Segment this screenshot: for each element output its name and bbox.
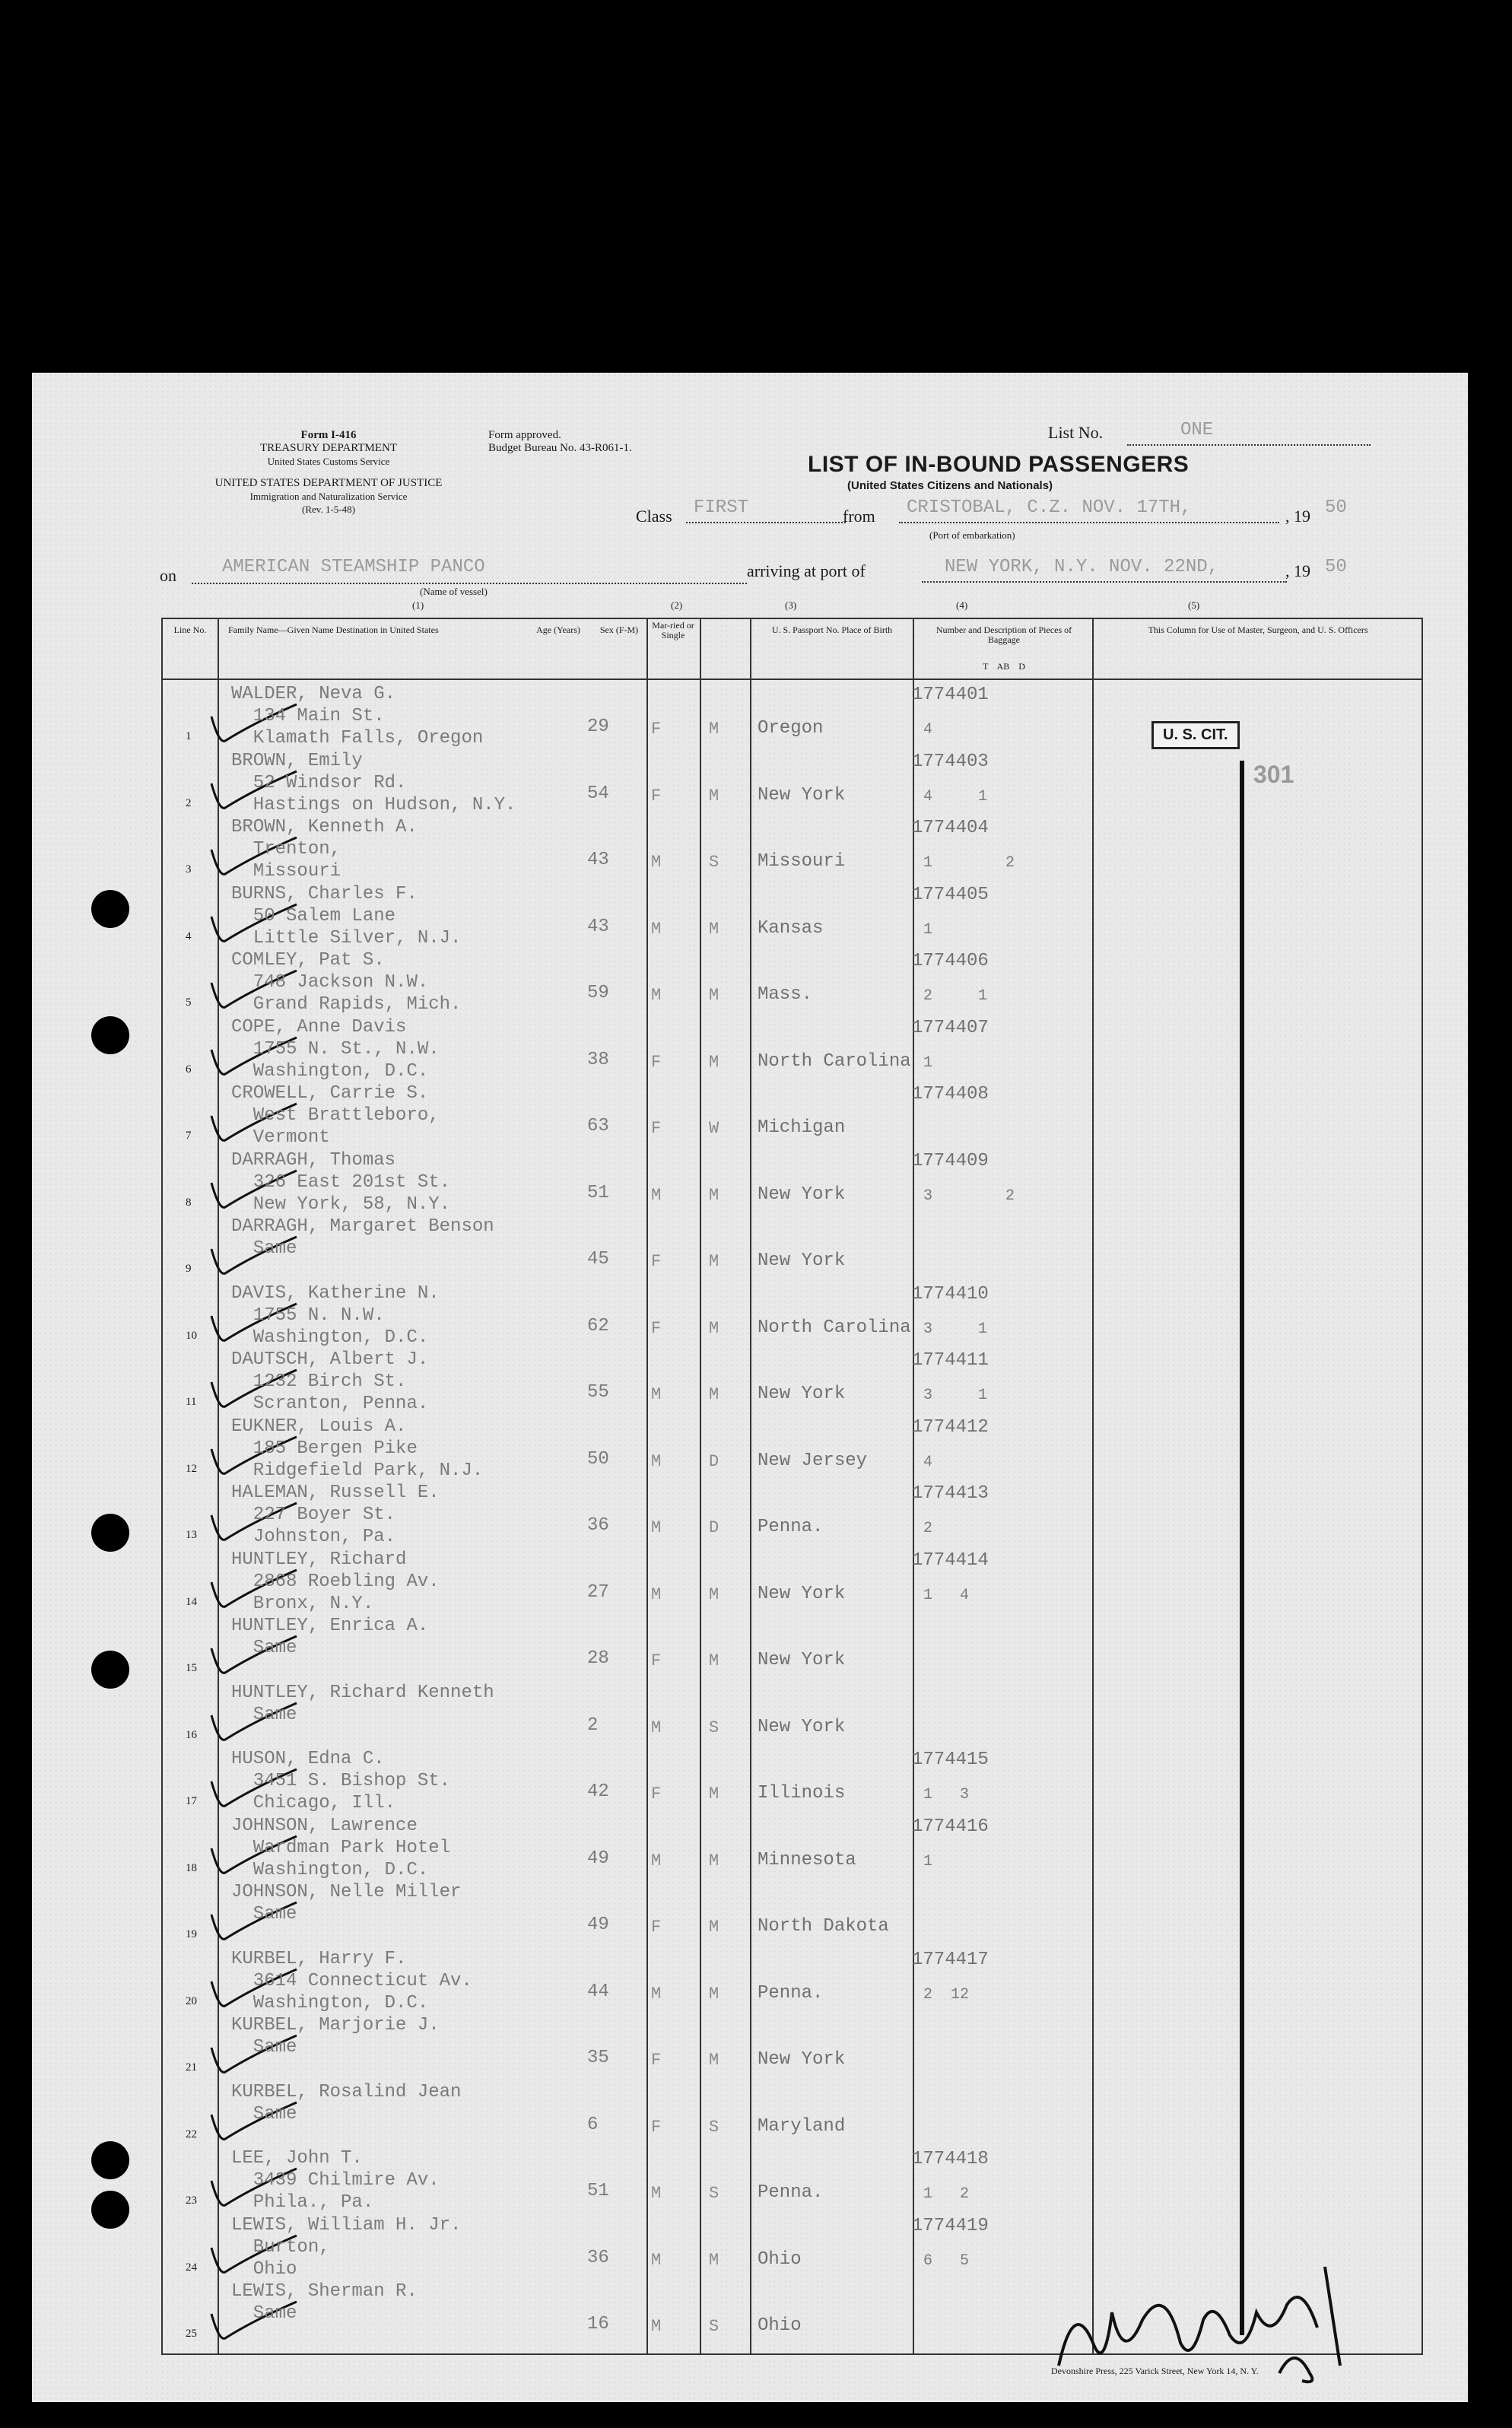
passenger-age: 55 <box>587 1382 609 1403</box>
baggage-count: 1 4 <box>923 1586 970 1604</box>
passenger-sex: M <box>651 1451 662 1471</box>
marital-status: M <box>709 1918 719 1937</box>
passport-number: 1774411 <box>912 1350 989 1371</box>
passenger-age: 49 <box>587 1848 609 1869</box>
passenger-sex: F <box>651 1052 662 1072</box>
line-number: 1 <box>186 730 192 742</box>
line-number: 4 <box>186 930 192 942</box>
passport-number: 1774418 <box>912 2149 989 2169</box>
line-number: 20 <box>186 1994 197 2007</box>
passenger-sex: F <box>651 1918 662 1937</box>
passenger-sex: F <box>651 786 662 806</box>
passport-number: 1774406 <box>912 951 989 971</box>
marital-status: D <box>709 1518 719 1537</box>
passport-number: 1774403 <box>912 751 989 772</box>
table-row <box>163 1947 1421 2013</box>
line-number: 18 <box>186 1861 197 1874</box>
place-of-birth: Illinois <box>758 1783 846 1804</box>
punch-hole <box>91 2191 129 2229</box>
marital-status: S <box>709 2317 719 2336</box>
punch-hole <box>91 1651 129 1689</box>
passenger-sex: F <box>651 720 662 739</box>
on-label: on <box>160 566 176 585</box>
table-row <box>163 882 1421 948</box>
budget-bureau: Budget Bureau No. 43-R061-1. <box>488 442 632 454</box>
customs-service: United States Customs Service <box>267 456 390 467</box>
printer-footer: Devonshire Press, 225 Varick Street, New York 14, N. Y. <box>1051 2366 1259 2376</box>
place-of-birth: New York <box>758 1251 846 1271</box>
place-of-birth: Penna. <box>758 1517 824 1537</box>
place-of-birth: Minnesota <box>758 1849 856 1870</box>
approval-block <box>488 429 716 455</box>
stamp-number: 301 <box>1253 761 1294 788</box>
passenger-age: 29 <box>587 717 609 737</box>
marital-status: M <box>709 919 719 939</box>
passenger-sex: M <box>651 986 662 1005</box>
line-number: 11 <box>186 1396 197 1408</box>
passenger-name: LEWIS, Sherman R. Same <box>231 2281 418 2324</box>
line-number: 2 <box>186 796 192 809</box>
passport-number: 1774410 <box>912 1283 989 1305</box>
table-row <box>163 815 1421 881</box>
table-row <box>163 1214 1421 1280</box>
passenger-name: KURBEL, Marjorie J. Same <box>231 2015 440 2058</box>
passenger-name: COMLEY, Pat S. 748 Jackson N.W. Grand Rapids, Mich. <box>231 950 462 1015</box>
ins-service: Immigration and Naturalization Service <box>249 491 408 502</box>
line-number: 21 <box>186 2061 197 2074</box>
passenger-sex: M <box>651 1718 662 1737</box>
passport-number: 1774413 <box>912 1483 989 1504</box>
marital-status: M <box>709 1651 719 1670</box>
passenger-age: 27 <box>587 1581 609 1603</box>
baggage-count: 1 <box>923 1852 933 1870</box>
passenger-age: 51 <box>587 2181 609 2201</box>
place-of-birth: New York <box>758 1184 846 1205</box>
passenger-sex: F <box>651 2051 662 2070</box>
passenger-sex: F <box>651 1651 662 1670</box>
baggage-count: 3 2 <box>923 1187 1015 1205</box>
passenger-sex: M <box>651 2184 662 2203</box>
table-row <box>163 1880 1421 1946</box>
line-number: 8 <box>186 1196 192 1209</box>
line-number: 10 <box>186 1329 197 1342</box>
marital-status: M <box>709 786 719 806</box>
baggage-count: 1 <box>923 920 933 939</box>
marital-status: M <box>709 2051 719 2070</box>
line-number: 3 <box>186 863 192 876</box>
arriving-label: arriving at port of <box>747 561 866 580</box>
place-of-birth: Michigan <box>758 1117 846 1138</box>
us-citizen-stamp: U. S. CIT. <box>1151 721 1240 749</box>
baggage-count: 1 2 <box>923 854 1015 872</box>
punch-hole <box>91 2141 129 2179</box>
line-number: 15 <box>186 1662 197 1674</box>
marital-status: M <box>709 1318 719 1338</box>
table-row <box>163 1281 1421 1347</box>
passenger-name: DAVIS, Katherine N. 1755 N. N.W. Washington, D.C. <box>231 1282 440 1348</box>
passenger-sex: M <box>651 1851 662 1870</box>
baggage-count: 2 12 <box>923 1985 970 2004</box>
passport-number: 1774404 <box>912 818 989 838</box>
table-row <box>163 2080 1421 2146</box>
place-of-birth: Ohio <box>758 2248 802 2270</box>
line-number: 22 <box>186 2128 197 2140</box>
passenger-name: BURNS, Charles F. 50 Salem Lane Little Silver, N.J. <box>231 883 462 949</box>
col-passport-header: U. S. Passport No. Place of Birth <box>771 624 893 635</box>
place-of-birth: New York <box>758 1384 846 1404</box>
passport-number: 1774401 <box>912 685 989 705</box>
passenger-name: DARRAGH, Thomas 326 East 201st St. New York, 58, N.Y. <box>231 1149 451 1215</box>
from-label: from <box>843 507 875 526</box>
table-row <box>163 1015 1421 1081</box>
passenger-age: 59 <box>587 983 609 1003</box>
passenger-age: 38 <box>587 1049 609 1070</box>
vessel-line <box>192 583 747 584</box>
year-label-1: , 19 <box>1285 507 1310 526</box>
place-of-birth: Oregon <box>758 718 824 739</box>
header-divider <box>163 679 1421 680</box>
marital-status: M <box>709 1784 719 1804</box>
arrival-line <box>922 581 1287 583</box>
passport-number: 1774416 <box>912 1816 989 1837</box>
passenger-sex: F <box>651 2117 662 2137</box>
port-embark-caption: (Port of embarkation) <box>929 529 1015 541</box>
form-title: LIST OF IN-BOUND PASSENGERS <box>808 452 1190 477</box>
col-married-header: Mar-ried or Single <box>652 620 694 640</box>
passenger-sex: M <box>651 919 662 939</box>
passenger-name: LEE, John T. 3439 Chilmire Av. Phila., Pa. <box>231 2148 440 2213</box>
line-number: 19 <box>186 1928 197 1940</box>
passport-number: 1774414 <box>912 1549 989 1571</box>
class-label: Class <box>636 507 672 526</box>
officer-bracket-line <box>1240 761 1244 2335</box>
table-row <box>163 1480 1421 1546</box>
marital-status: M <box>709 720 719 739</box>
line-number: 5 <box>186 996 192 1009</box>
place-of-birth: Mass. <box>758 984 813 1005</box>
place-of-birth: Kansas <box>758 917 824 939</box>
marital-status: M <box>709 1252 719 1271</box>
passenger-age: 28 <box>587 1648 609 1669</box>
line-number: 23 <box>186 2194 197 2207</box>
passenger-name: JOHNSON, Lawrence Wardman Park Hotel Washington, D.C. <box>231 1815 451 1880</box>
baggage-count: 4 1 <box>923 787 988 806</box>
marital-status: S <box>709 853 719 872</box>
col-age-header: Age (Years) <box>536 624 580 635</box>
list-no-value: ONE <box>1180 420 1214 440</box>
passenger-sex: M <box>651 1185 662 1205</box>
place-of-birth: New York <box>758 1716 846 1737</box>
marital-status: S <box>709 2117 719 2137</box>
arrival-port-value: NEW YORK, N.Y. NOV. 22ND, <box>945 557 1219 577</box>
passenger-name: CROWELL, Carrie S. West Brattleboro, Vermont <box>231 1083 440 1148</box>
line-number: 6 <box>186 1063 192 1076</box>
passenger-age: 54 <box>587 783 609 804</box>
passenger-name: JOHNSON, Nelle Miller Same <box>231 1882 462 1924</box>
table-row <box>163 948 1421 1014</box>
place-of-birth: North Carolina <box>758 1050 911 1072</box>
list-no-label: List No. <box>1048 423 1104 442</box>
col-baggage-sub: T AB D <box>983 661 1025 672</box>
passenger-age: 36 <box>587 2247 609 2268</box>
passenger-name: BROWN, Emily 52 Windsor Rd. Hastings on Hudson, N.Y. <box>231 750 516 815</box>
passenger-age: 49 <box>587 1915 609 1935</box>
passenger-sex: F <box>651 1119 662 1138</box>
passport-number: 1774419 <box>912 2215 989 2236</box>
line-number: 7 <box>186 1130 192 1142</box>
marital-status: M <box>709 1851 719 1870</box>
revision: (Rev. 1-5-48) <box>302 504 355 515</box>
marital-status: M <box>709 1385 719 1404</box>
baggage-count: 1 3 <box>923 1786 970 1804</box>
place-of-birth: Missouri <box>758 851 846 872</box>
passenger-sex: M <box>651 1584 662 1604</box>
passenger-sex: F <box>651 1252 662 1271</box>
table-row <box>163 1081 1421 1147</box>
colnum-2: (2) <box>671 599 683 611</box>
passport-number: 1774417 <box>912 1949 989 1970</box>
passenger-sex: M <box>651 2317 662 2336</box>
passenger-sex: M <box>651 2250 662 2270</box>
baggage-count: 4 <box>923 1453 933 1471</box>
vessel-caption: (Name of vessel) <box>420 586 488 597</box>
table-row <box>163 1347 1421 1413</box>
passenger-age: 51 <box>587 1182 609 1203</box>
embark-port-value: CRISTOBAL, C.Z. NOV. 17TH, <box>907 497 1192 518</box>
passenger-age: 44 <box>587 1981 609 2002</box>
marital-status: M <box>709 986 719 1005</box>
passenger-age: 43 <box>587 850 609 870</box>
col-line-header: Line No. <box>173 624 207 635</box>
justice-dept: UNITED STATES DEPARTMENT OF JUSTICE <box>214 477 443 489</box>
embark-line <box>899 522 1279 523</box>
passenger-age: 42 <box>587 1781 609 1802</box>
year-value-2: 50 <box>1325 557 1347 577</box>
table-row <box>163 1746 1421 1813</box>
passenger-age: 16 <box>587 2314 609 2334</box>
baggage-count: 4 <box>923 721 933 739</box>
passenger-age: 2 <box>587 1715 599 1736</box>
passenger-name: DAUTSCH, Albert J. 1232 Birch St. Scranton, Penna. <box>231 1349 429 1414</box>
passenger-rows <box>163 682 1421 2353</box>
class-line <box>686 522 846 523</box>
colnum-5: (5) <box>1188 599 1200 611</box>
table-row <box>163 748 1421 815</box>
marital-status: M <box>709 1185 719 1205</box>
line-number: 16 <box>186 1728 197 1741</box>
list-no-line <box>1127 444 1371 446</box>
passenger-age: 36 <box>587 1515 609 1536</box>
passenger-name: BROWN, Kenneth A. Trenton, Missouri <box>231 817 418 882</box>
table-row <box>163 1613 1421 1680</box>
line-number: 17 <box>186 1795 197 1807</box>
table-row <box>163 2013 1421 2079</box>
place-of-birth: New York <box>758 1583 846 1604</box>
line-number: 24 <box>186 2261 197 2274</box>
passenger-table <box>161 618 1423 2355</box>
table-row <box>163 1148 1421 1214</box>
place-of-birth: Penna. <box>758 2182 824 2203</box>
passenger-age: 43 <box>587 916 609 937</box>
passenger-age: 6 <box>587 2114 599 2135</box>
baggage-count: 1 2 <box>923 2185 970 2203</box>
passenger-name: KURBEL, Rosalind Jean Same <box>231 2081 462 2124</box>
place-of-birth: New York <box>758 2049 846 2070</box>
year-label-2: , 19 <box>1285 561 1310 580</box>
form-subtitle: (United States Citizens and Nationals) <box>847 479 1053 492</box>
year-value-1: 50 <box>1325 497 1347 518</box>
treasury-dept: TREASURY DEPARTMENT <box>259 442 398 454</box>
passenger-sex: M <box>651 1518 662 1537</box>
passenger-name: HUNTLEY, Richard 2868 Roebling Av. Bronx, N.Y. <box>231 1549 440 1614</box>
colnum-1: (1) <box>412 599 424 611</box>
passenger-name: HALEMAN, Russell E. 227 Boyer St. Johnston, Pa. <box>231 1483 440 1547</box>
colnum-4: (4) <box>956 599 968 611</box>
passenger-age: 50 <box>587 1448 609 1470</box>
passport-number: 1774412 <box>912 1416 989 1438</box>
passport-number: 1774407 <box>912 1017 989 1038</box>
table-row <box>163 1813 1421 1880</box>
marital-status: M <box>709 1584 719 1604</box>
form-approved: Form approved. <box>488 429 561 441</box>
marital-status: D <box>709 1451 719 1471</box>
passenger-sex: M <box>651 1984 662 2004</box>
col-officers-header: This Column for Use of Master, Surgeon, and U. S. Officers <box>1148 624 1368 635</box>
place-of-birth: North Carolina <box>758 1317 911 1338</box>
passenger-age: 45 <box>587 1249 609 1270</box>
punch-hole <box>91 1016 129 1054</box>
place-of-birth: New Jersey <box>758 1450 868 1471</box>
col-name-header: Family Name—Given Name Destination in United States <box>228 624 439 635</box>
baggage-count: 2 <box>923 1520 933 1537</box>
passport-number: 1774409 <box>912 1150 989 1171</box>
passenger-sex: F <box>651 1318 662 1338</box>
table-row <box>163 1547 1421 1613</box>
passport-number: 1774408 <box>912 1084 989 1104</box>
marital-status: W <box>709 1119 719 1138</box>
col-baggage-header: Number and Description of Pieces of Baggage <box>935 624 1072 645</box>
marital-status: M <box>709 1984 719 2004</box>
table-row <box>163 1680 1421 1746</box>
place-of-birth: North Dakota <box>758 1916 889 1937</box>
passenger-name: LEWIS, William H. Jr. Burton, Ohio <box>231 2214 462 2280</box>
line-number: 14 <box>186 1595 197 1608</box>
line-number: 12 <box>186 1462 197 1475</box>
passenger-name: HUNTLEY, Richard Kenneth Same <box>231 1682 494 1725</box>
place-of-birth: Maryland <box>758 2115 846 2137</box>
baggage-count: 3 1 <box>923 1320 988 1338</box>
punch-hole <box>91 1514 129 1552</box>
col-sex-header: Sex (F-M) <box>599 624 639 635</box>
passenger-age: 62 <box>587 1315 609 1336</box>
marital-status: S <box>709 2184 719 2203</box>
baggage-count: 1 <box>923 1054 933 1072</box>
baggage-count: 6 5 <box>923 2252 970 2270</box>
passenger-list-form <box>32 373 1468 2402</box>
marital-status: M <box>709 2250 719 2270</box>
passenger-name: HUSON, Edna C. 3451 S. Bishop St. Chicago, Ill. <box>231 1749 451 1813</box>
baggage-count: 2 1 <box>923 987 988 1005</box>
baggage-count: 3 1 <box>923 1387 988 1404</box>
passenger-age: 63 <box>587 1116 609 1136</box>
place-of-birth: New York <box>758 1650 846 1670</box>
passenger-name: EUKNER, Louis A. 185 Bergen Pike Ridgefield Park, N.J. <box>231 1416 484 1481</box>
vessel-value: AMERICAN STEAMSHIP PANCO <box>222 557 485 577</box>
place-of-birth: New York <box>758 784 846 806</box>
place-of-birth: Ohio <box>758 2315 802 2336</box>
punch-hole <box>91 890 129 928</box>
passenger-name: KURBEL, Harry F. 3614 Connecticut Av. Washington, D.C. <box>231 1948 472 2013</box>
form-number: Form I-416 <box>300 429 357 441</box>
passenger-age: 35 <box>587 2048 609 2068</box>
place-of-birth: Penna. <box>758 1982 824 2004</box>
line-number: 25 <box>186 2328 197 2340</box>
passport-number: 1774405 <box>912 884 989 905</box>
passenger-sex: F <box>651 1784 662 1804</box>
passenger-name: DARRAGH, Margaret Benson Same <box>231 1216 494 1259</box>
passenger-name: HUNTLEY, Enrica A. Same <box>231 1616 429 1658</box>
marital-status: S <box>709 1718 719 1737</box>
passenger-sex: M <box>651 853 662 872</box>
line-number: 9 <box>186 1263 192 1275</box>
passenger-name: COPE, Anne Davis 1755 N. St., N.W. Washington, D.C. <box>231 1016 440 1082</box>
colnum-3: (3) <box>785 599 797 611</box>
table-row <box>163 1414 1421 1480</box>
passport-number: 1774415 <box>912 1749 989 1770</box>
table-row <box>163 2146 1421 2212</box>
passenger-sex: M <box>651 1385 662 1404</box>
passenger-name: WALDER, Neva G. 134 Main St. Klamath Falls, Oregon <box>231 684 484 748</box>
agency-block <box>161 429 496 516</box>
marital-status: M <box>709 1052 719 1072</box>
class-value: FIRST <box>694 497 749 518</box>
line-number: 13 <box>186 1529 197 1541</box>
